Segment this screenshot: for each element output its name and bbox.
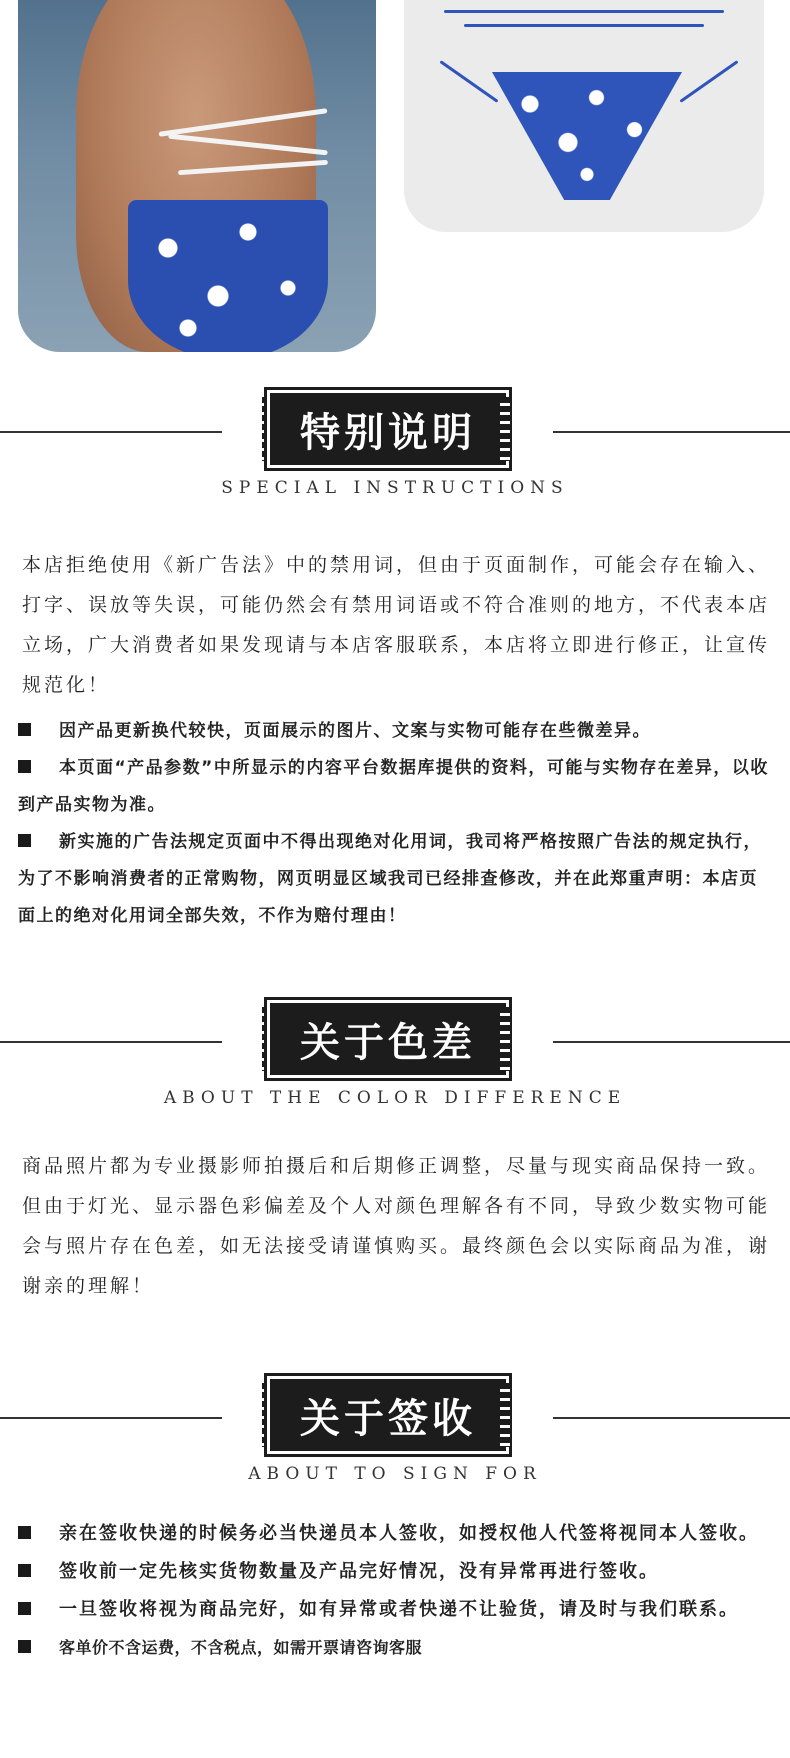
list-item: 一旦签收将视为商品完好，如有异常或者快递不让验货，请及时与我们联系。 [18, 1591, 774, 1629]
stamp-edge [500, 397, 510, 461]
sign-bullet-list [18, 1515, 774, 1667]
bullet-square-icon [18, 1564, 31, 1577]
list-item: 本页面“产品参数”中所显示的内容平台数据库提供的资料，可能与实物存在差异，以收到产品实物为准。 [18, 758, 769, 815]
bullet-square-icon [18, 1526, 31, 1539]
divider [0, 1041, 222, 1043]
floral-bottom [492, 72, 682, 200]
product-photos [0, 0, 790, 360]
list-item: 客单价不含运费，不含税点，如需开票请咨询客服 [18, 1629, 774, 1667]
bullet-square-icon [18, 760, 31, 773]
color-paragraph: 商品照片都为专业摄影师拍摄后和后期修正调整，尽量与现实商品保持一致。但由于灯光、显示器色彩偏差及个人对颜色理解各有不同，导致少数实物可能会与照片存在色差，如无法接受请谨慎购买。最终颜色会以实际商品为准，谢谢亲的理解！ [22, 1155, 771, 1297]
divider [553, 1041, 790, 1043]
section-title: 关于签收 [270, 1379, 506, 1451]
floral-bottom [128, 200, 328, 352]
bullet-square-icon [18, 723, 31, 736]
special-paragraph: 本店拒绝使用《新广告法》中的禁用词，但由于页面制作，可能会存在输入、打字、误放等失误，可能仍然会有禁用词语或不符合准则的地方，不代表本店立场，广大消费者如果发现请与本店客服联系，本店将立即进行修正，让宣传规范化！ [22, 554, 771, 696]
section-title: 特别说明 [270, 393, 506, 465]
product-flat-photo[interactable] [404, 0, 764, 232]
special-instructions-header [0, 393, 790, 503]
tie-string [439, 60, 498, 103]
bullet-square-icon [18, 1602, 31, 1615]
section-title: 关于色差 [270, 1003, 506, 1075]
tie-string [679, 60, 738, 103]
list-item: 因产品更新换代较快，页面展示的图片、文案与实物可能存在些微差异。 [18, 713, 774, 750]
section-subtitle: ABOUT TO SIGN FOR [248, 1464, 542, 1484]
divider [0, 431, 222, 433]
sign-for-header [0, 1379, 790, 1489]
divider [0, 1417, 222, 1419]
divider [553, 431, 790, 433]
color-difference-header [0, 1003, 790, 1113]
strap [444, 10, 724, 13]
bullet-square-icon [18, 1640, 31, 1653]
bullet-square-icon [18, 834, 31, 847]
section-subtitle: ABOUT THE COLOR DIFFERENCE [163, 1088, 627, 1108]
divider [553, 1417, 790, 1419]
stamp-edge [500, 1383, 510, 1447]
strap [464, 24, 704, 27]
special-bullet-list [18, 713, 774, 935]
list-item: 签收前一定先核实货物数量及产品完好情况，没有异常再进行签收。 [18, 1553, 774, 1591]
model-photo[interactable] [18, 0, 376, 352]
list-item: 亲在签收快递的时候务必当快递员本人签收，如授权他人代签将视同本人签收。 [18, 1515, 774, 1553]
section-subtitle: SPECIAL INSTRUCTIONS [221, 478, 569, 498]
list-item: 新实施的广告法规定页面中不得出现绝对化用词，我司将严格按照广告法的规定执行，为了不影响消费者的正常购物，网页明显区域我司已经排查修改，并在此郑重声明：本店页面上的绝对化用词全部失效，不作为赔付理由！ [18, 832, 762, 926]
stamp-edge [500, 1007, 510, 1071]
